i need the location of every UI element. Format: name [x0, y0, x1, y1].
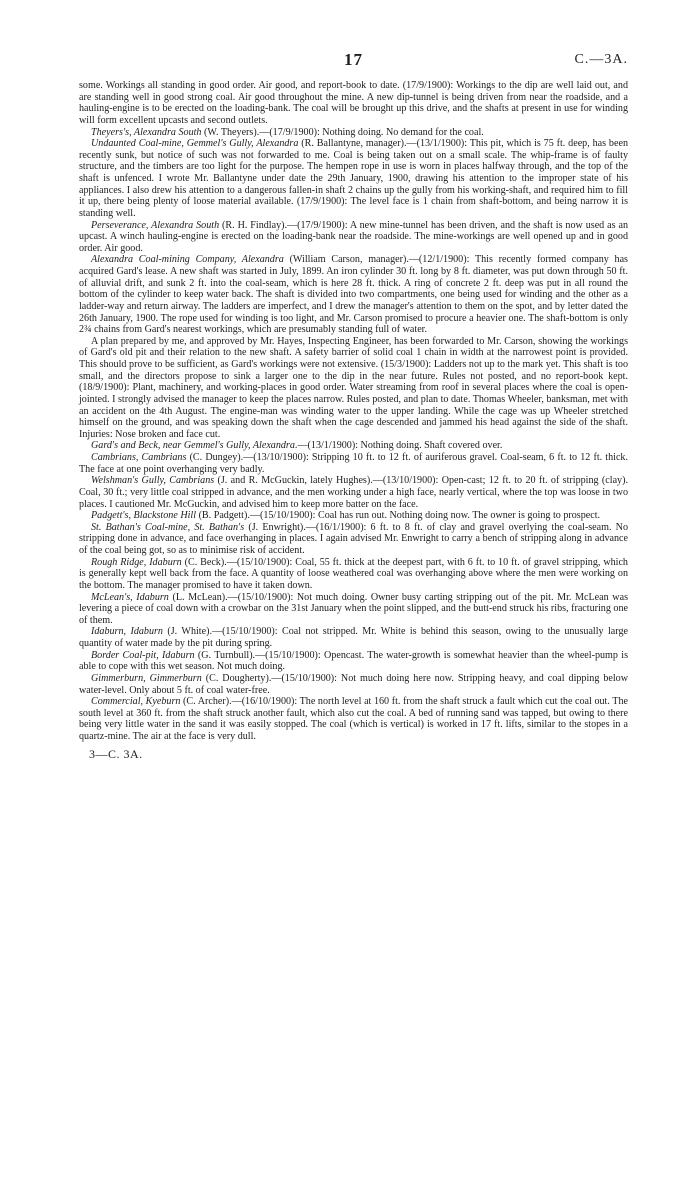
entry-text: (W. Theyers).—(17/9/1900): Nothing doing. No demand for the coal.	[201, 126, 484, 138]
continuation-paragraph	[79, 80, 628, 127]
mine-site-name: Commercial, Kyeburn	[91, 696, 181, 708]
entry-text: (William Carson, manager).—(12/1/1900): This recently formed company has acquired Gard's lease. A new shaft was started in July, 1899. An iron cylinder 30 ft. long by 8 ft. diameter, was put down through 50 ft. of alluvial drift, and sunk 2 ft. into the coal-seam, which is here 28 ft. thick. A ring of concrete 2 ft. deep was put in all round the bottom of the cylinder to keep water back. The shaft is divided into two compartments, one being used for winding and the other as a ladder-way and return airway. The ladders are imperfect, and I drew the manager's attention to them on the spot, and by letter dated the 26th January, 1900. The rope used for winding is too light, and Mr. Carson promised to procure a heavier one. The shaft-bottom is only 2¾ chains from Gard's nearest workings, which are presumably standing full of water.	[79, 254, 628, 336]
mine-site-name: Border Coal-pit, Idaburn	[91, 649, 195, 661]
mine-site-name: Padgett's, Blackstone Hill	[91, 510, 197, 522]
mine-site-name: Rough Ridge, Idaburn	[91, 556, 182, 568]
entry-text: .—(13/1/1900): Nothing doing. Shaft covered over.	[294, 440, 503, 452]
mine-site-name: McLean's, Idaburn	[91, 591, 169, 603]
entry-text: (L. McLean).—(15/10/1900): Not much doing. Owner busy carting stripping out of the pit. Mr. McLean was levering a piece of coal down with a crowbar on the 31st January when the point slipped, and the butt-end struck his ribs, fracturing one of them.	[79, 591, 628, 626]
report-entry	[79, 673, 628, 696]
report-entry	[79, 650, 628, 673]
page-number: 17	[344, 50, 363, 69]
report-entry	[79, 510, 628, 522]
entry-text: (C. Beck).—(15/10/1900): Coal, 55 ft. thick at the deepest part, with 6 ft. to 10 ft. of gravel stripping, which is generally kept well back from the face. A quantity of loose weathered coal was overhanging above where the men were working on the bottom. The manager promised to have it taken down.	[79, 556, 628, 591]
entry-text: (J. Enwright).—(16/1/1900): 6 ft. to 8 ft. of clay and gravel overlying the coal-seam. No stripping done in advance, and face overhanging in places. I again advised Mr. Enwright to carry a bench of stripping along in advance of the coal being got, so as to minimise risk of accident.	[79, 521, 629, 556]
report-entry	[79, 254, 628, 335]
report-entry	[79, 220, 628, 255]
report-entry	[79, 522, 628, 557]
mine-site-name: Idaburn, Idaburn	[91, 626, 163, 638]
entry-text: (C. Dougherty).—(15/10/1900): Not much doing here now. Stripping heavy, and coal dipping below water-level. Only about 5 ft. of coal water-free.	[79, 672, 628, 696]
entry-text: (J. and R. McGuckin, lately Hughes).—(13/10/1900): Open-cast; 12 ft. to 20 ft. of stripping (clay). Coal, 30 ft.; very little coal stripped in advance, and the men working under a high face, nearly vertical, where the top was loose in two places. I cautioned Mr. McGuckin, and advised him to keep more batter on the face.	[79, 475, 628, 510]
entry-text: (R. H. Findlay).—(17/9/1900): A new mine-tunnel has been driven, and the shaft is now used as an upcast. A winch hauling-engine is erected on the loading-bank near the roadside. The mine-workings are well opened up and in good order. Air good.	[79, 219, 628, 254]
entry-text: (C. Archer).—(16/10/1900): The north level at 160 ft. from the shaft struck a fault which cut the coal out. The south level at 360 ft. from the shaft struck another fault, which also cut the coal. A bed of running sand was tapped, but owing to there being very little water in the sand it was easily stopped. The coal (which is vertical) is worked in 17 ft. lifts, similar to the stopes in a quartz-mine. The air at the face is very dull.	[79, 696, 628, 742]
entry-text: A plan prepared by me, and approved by Mr. Hayes, Inspecting Engineer, has been forwarded to Mr. Carson, showing the workings of Gard's old pit and their relation to the new shaft. A safety barrier of solid coal 1 chain in width at the narrowest point is provided. This should prove to be sufficient, as Gard's workings were not extensive. (15/3/1900): Ladders not up to the mark yet. This shaft is too small, and the directors propose to sink a larger one to the dip in the near future. Rules not posted, and no report-book kept. (18/9/1900): Plant, machinery, and working-places in good order. Water streaming from roof in several places where the coal is open-jointed. I strongly advised the manager to keep the places narrow. Rules posted, and plan to date. Thomas Wheeler, banksman, met with an accident on the 4th August. The engine-man was winding water to the upper landing. While the cage was up Wheeler stretched himself on the ground, and was speaking down the shaft when the cage descended and jammed his head against the side of the shaft. Injuries: Nose broken and face cut.	[79, 335, 628, 440]
report-entry	[79, 452, 628, 475]
mine-site-name: Gard's and Beck, near Gemmel's Gully, Alexandra	[91, 440, 295, 452]
mine-site-name: Alexandra Coal-mining Company, Alexandra	[91, 254, 284, 266]
report-entry	[79, 138, 628, 219]
mine-site-name: Welshman's Gully, Cambrians	[91, 475, 215, 487]
entry-text: (R. Ballantyne, manager).—(13/1/1900): This pit, which is 75 ft. deep, has been recently sunk, but notice of such was not forwarded to me. Coal is being taken out on a small scale. The whip-frame is of faulty structure, and the timbers are too light for the purpose. The hempen rope in use is worn in places halfway through, and the top of the shaft is unfenced. I wrote Mr. Ballantyne under date the 29th January, 1900, drawing his attention to the improper state of his appliances. I also drew his attention to a dangerous fallen-in shaft 2 chains up the gully from his working-shaft, and required him to fill it up, there being plenty of loose material available. (17/9/1900): The level face is 1 chain from shaft-bottom, and being narrow it is standing well.	[79, 138, 628, 219]
entry-text: (B. Padgett).—(15/10/1900): Coal has run out. Nothing doing now. The owner is going to prospect.	[196, 510, 601, 522]
report-entry	[79, 475, 628, 510]
page-header	[79, 0, 628, 80]
entry-text: (J. White).—(15/10/1900): Coal not stripped. Mr. White is behind this season, owing to the unusually large quantity of water made by the pit during spring.	[79, 626, 628, 649]
sheet-signature: 3—C. 3A.	[89, 746, 143, 761]
report-entry	[79, 696, 628, 743]
mine-site-name: Undaunted Coal-mine, Gemmel's Gully, Alexandra	[91, 138, 299, 150]
report-body	[79, 80, 628, 743]
report-entry	[79, 557, 628, 592]
mine-site-name: St. Bathan's Coal-mine, St. Bathan's	[91, 521, 245, 533]
report-entry	[79, 336, 628, 441]
report-entry	[79, 592, 628, 627]
mine-site-name: Theyers's, Alexandra South	[91, 126, 202, 138]
mine-site-name: Cambrians, Cambrians	[91, 452, 187, 463]
mine-site-name: Gimmerburn, Gimmerburn	[91, 672, 202, 684]
entry-text: (G. Turnbull).—(15/10/1900): Opencast. The water-growth is somewhat heavier than the wheel-pump is able to cope with this wet season. Not much doing.	[79, 649, 628, 673]
document-reference: C.—3A.	[574, 52, 628, 67]
entry-text: (C. Dungey).—(13/10/1900): Stripping 10 ft. to 12 ft. of auriferous gravel. Coal-seam, 6 ft. to 12 ft. thick. The face at one point overhanging very badly.	[79, 452, 628, 475]
entry-text: some. Workings all standing in good order. Air good, and report-book to date. (17/9/1900): Workings to the dip are well laid out, and are standing well in good strong coal. Air good throughout the mine. A new dip-tunnel is being driven from near the roadside, and a hauling-engine is to be erected on the loading-bank. The coal will be brought up this drive, and the shafts at present in use for winding will form excellent upcasts and second outlets.	[79, 80, 628, 126]
report-entry	[79, 440, 628, 452]
mine-site-name: Perseverance, Alexandra South	[91, 219, 220, 231]
report-entry	[79, 626, 628, 649]
report-entry	[79, 127, 628, 139]
